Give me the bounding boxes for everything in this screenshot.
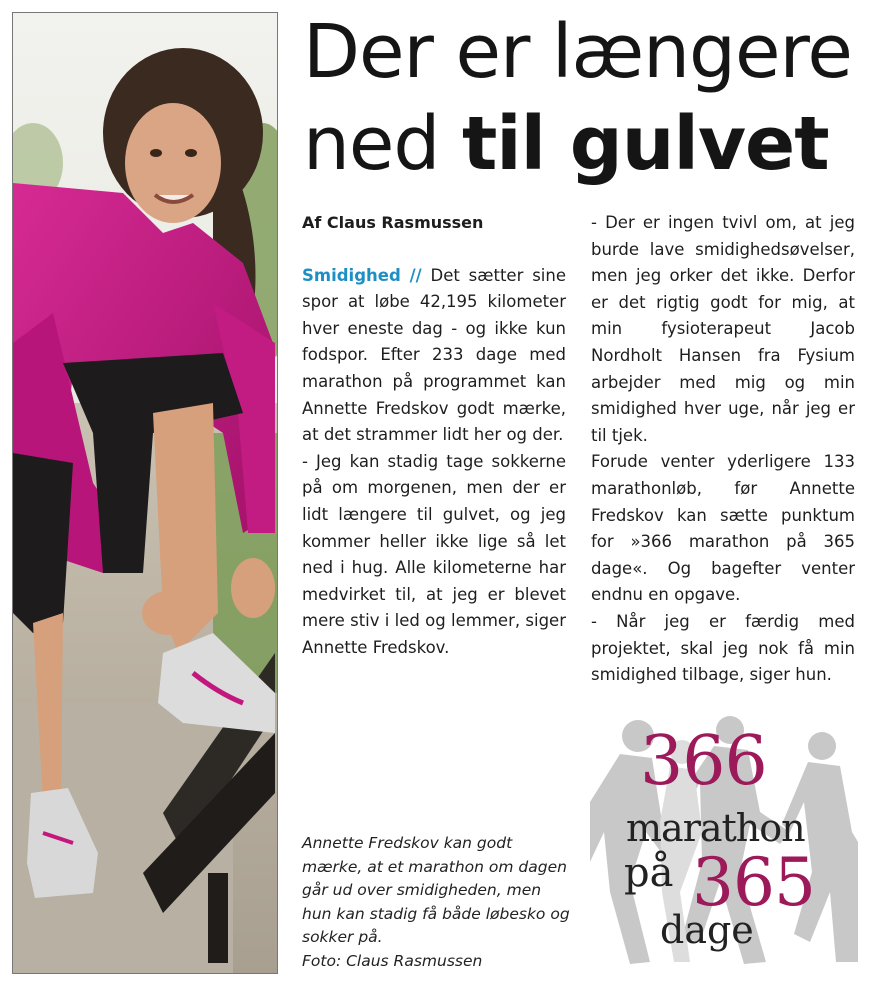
headline-line2-bold: til gulvet xyxy=(461,101,829,187)
lead-text: Det sætter sine spor at løbe 42,195 kilometer hver eneste dag - og ikke kun fodspor. Efter 233 dage med marathon på programmet kan Annette Fredskov godt mærke, at det strammer lidt her og der. xyxy=(302,265,566,445)
logo-number-366: 366 xyxy=(640,722,767,801)
headline-line2-normal: ned xyxy=(303,101,462,187)
logo-word-dage: dage xyxy=(660,908,754,952)
body-paragraph-2: - Der er ingen tvivl om, at jeg burde lave smidighedsøvelser, men jeg orker det ikke. Derfor er det rigtig godt for mig, at min fysioterapeut Jacob Nordholt Hansen fra Fysium arbejder med mig og min smidighed hver uge, når jeg er til tjek. xyxy=(591,213,855,445)
kicker-separator: // xyxy=(409,265,422,285)
caption-text: Annette Fredskov kan godt mærke, at et marathon om dagen går ud over smidigheden, men hun kan stadig få både løbesko og sokker på. xyxy=(302,834,570,947)
body-paragraph-3: Forude venter yderligere 133 marathonløb, før Annette Fredskov kan sætte punktum for »366 marathon på 365 dage«. Og bagefter venter endnu en opgave. xyxy=(591,452,855,605)
article-column-1 xyxy=(302,210,566,662)
article-headline xyxy=(303,6,873,190)
article-column-2 xyxy=(591,210,855,689)
photo-caption xyxy=(302,832,572,974)
body-paragraph-4: - Når jeg er færdig med projektet, skal jeg nok få min smidighed tilbage, siger hun. xyxy=(591,611,855,685)
logo-word-marathon: marathon xyxy=(626,806,805,850)
kicker: Smidighed xyxy=(302,265,401,285)
campaign-logo xyxy=(590,712,858,968)
logo-word-pa: på xyxy=(624,850,674,896)
headline-line1: Der er længere xyxy=(303,9,852,95)
lead-paragraph xyxy=(302,263,566,449)
woman-tying-shoe-illustration xyxy=(13,13,277,973)
logo-number-365: 365 xyxy=(692,844,815,921)
body-paragraph-1: - Jeg kan stadig tage sokkerne på om morgenen, men der er lidt længere til gulvet, og jeg kommer heller ikke lige så let ned i hug. Alle kilometerne har medvirket til, at jeg er blevet mere stiv i led og lemmer, siger Annette Fredskov. xyxy=(302,451,566,657)
caption-credit: Foto: Claus Rasmussen xyxy=(302,951,483,970)
article-photo xyxy=(12,12,278,974)
byline: Af Claus Rasmussen xyxy=(302,213,484,232)
